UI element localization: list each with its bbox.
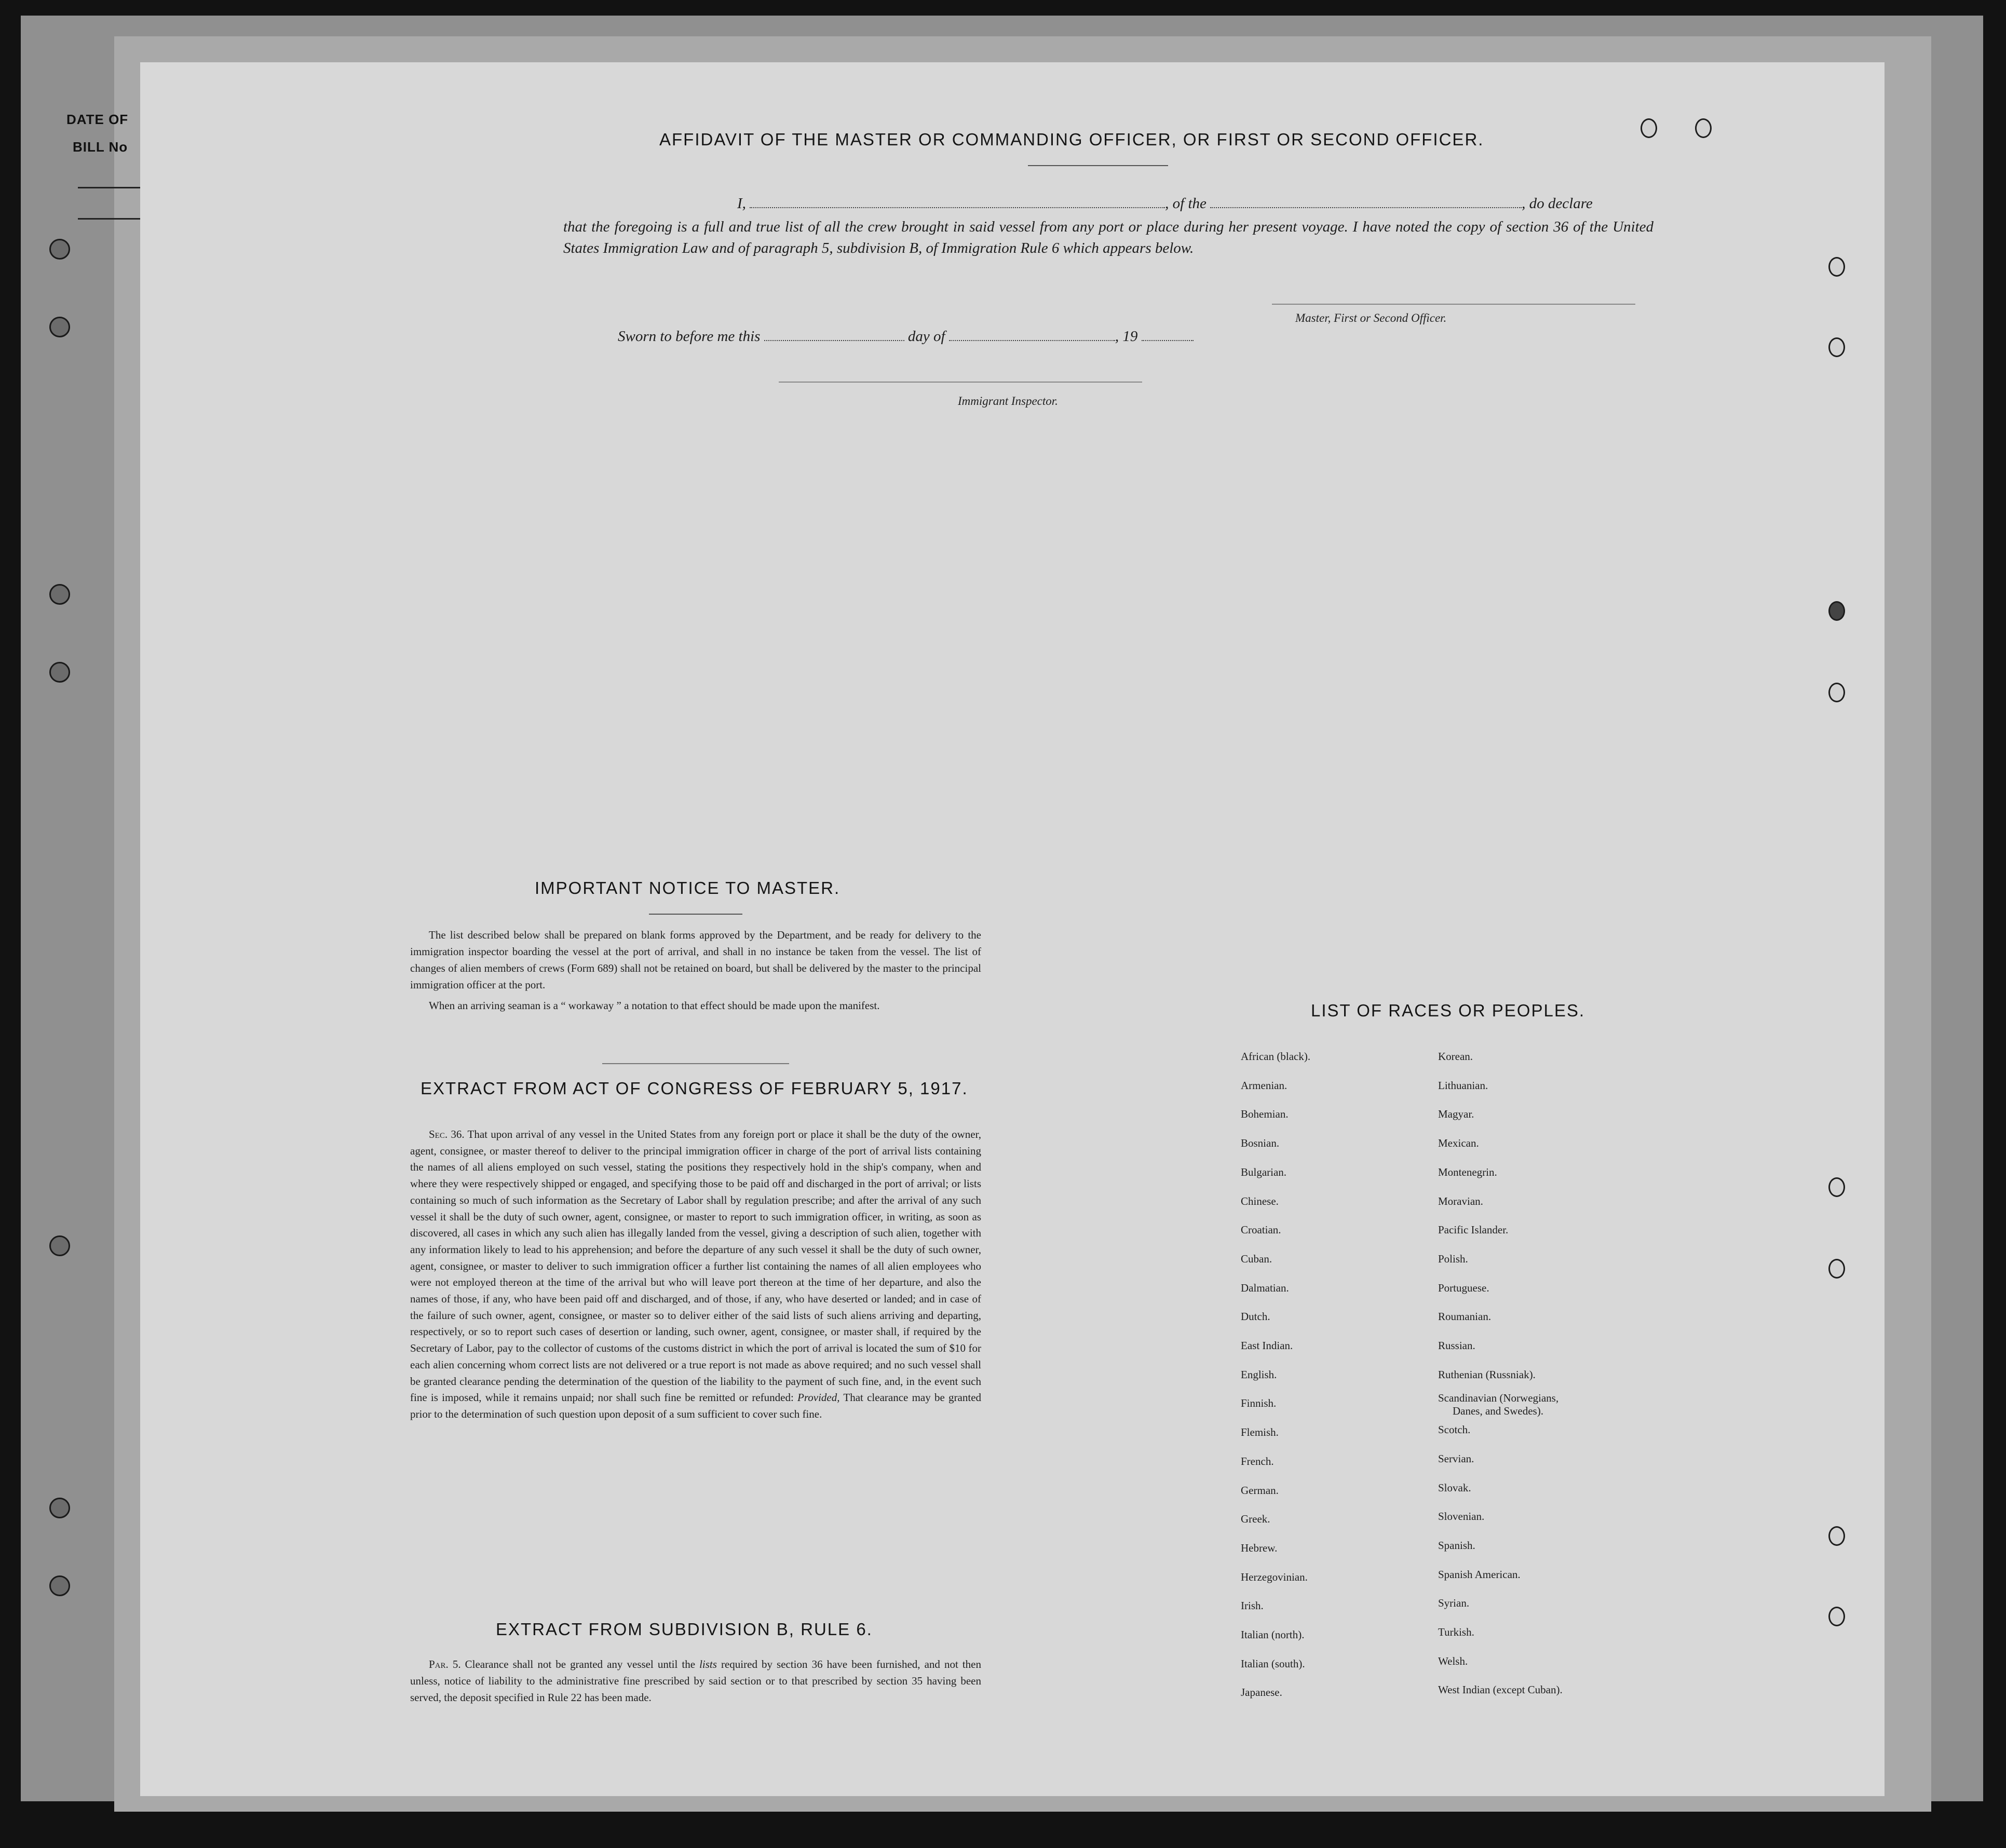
binder-hole xyxy=(49,584,70,605)
signature-line xyxy=(1272,304,1635,305)
race-item: Lithuanian. xyxy=(1438,1079,1488,1092)
notice-title: IMPORTANT NOTICE TO MASTER. xyxy=(535,878,841,898)
races-column-1 xyxy=(1241,1042,1310,1707)
sec-label: Sec. 36. xyxy=(429,1128,465,1140)
binder-hole xyxy=(1828,337,1845,357)
day-of-text: day of xyxy=(907,328,945,345)
title-rule xyxy=(1028,165,1168,166)
race-item: Roumanian. xyxy=(1438,1310,1492,1323)
race-item: Turkish. xyxy=(1438,1626,1474,1639)
notice-rule xyxy=(649,914,742,915)
race-item: Flemish. xyxy=(1241,1426,1279,1439)
extract-rule-title: EXTRACT FROM SUBDIVISION B, RULE 6. xyxy=(496,1620,873,1639)
affidavit-line-1 xyxy=(737,195,1593,212)
binder-hole xyxy=(1828,1607,1845,1626)
race-item: Bosnian. xyxy=(1241,1137,1280,1150)
race-item: Slovenian. xyxy=(1438,1510,1485,1523)
race-item: Italian (south). xyxy=(1241,1657,1305,1670)
race-item: Herzegovinian. xyxy=(1241,1570,1308,1583)
binder-hole xyxy=(49,662,70,683)
binder-hole xyxy=(49,1575,70,1596)
margin-label-date: DATE OF xyxy=(66,112,129,127)
race-item: Cuban. xyxy=(1241,1252,1272,1265)
notice-paragraph-1: The list described below shall be prepared on blank forms approved by the Department, and be ready for delivery to the immigration inspector boarding the vessel at the port of arrival, and shall in no instance be taken from the vessel. The list of changes of alien members of crews (Form 689) shall not be retained on board, but shall be delivered by the master to the principal immigration officer at the port. xyxy=(410,929,981,991)
race-item: Welsh. xyxy=(1438,1654,1468,1667)
race-item: Armenian. xyxy=(1241,1079,1287,1092)
race-item: Montenegrin. xyxy=(1438,1165,1497,1178)
race-item-scandinavian: Scandinavian (Norwegians, xyxy=(1438,1392,1559,1405)
race-item: Spanish. xyxy=(1438,1539,1475,1552)
par-5-text-end: required by section 36 have been furnished, and not then unless, notice of liability to the administrative fine prescribed by said section or to that prescribed by section 35 having been served, the deposit specified in Rule 22 has been made. xyxy=(410,1658,982,1704)
race-item: Moravian. xyxy=(1438,1194,1483,1207)
binder-hole xyxy=(1828,683,1845,702)
day-blank xyxy=(764,339,904,341)
year-blank xyxy=(1142,339,1194,341)
race-item: African (black). xyxy=(1241,1050,1311,1063)
races-title: LIST OF RACES OR PEOPLES. xyxy=(1311,1001,1585,1020)
race-item: Scotch. xyxy=(1438,1423,1471,1436)
race-item: Slovak. xyxy=(1438,1481,1471,1494)
margin-line xyxy=(78,187,140,188)
binder-hole xyxy=(1641,118,1657,138)
race-item: Polish. xyxy=(1438,1252,1468,1265)
extract-rule-text xyxy=(410,1656,981,1706)
race-item: English. xyxy=(1241,1368,1277,1381)
race-item-scandinavian-cont: Danes, and Swedes). xyxy=(1453,1405,1543,1418)
race-item: Finnish. xyxy=(1241,1397,1277,1410)
name-blank xyxy=(750,207,1165,208)
month-blank xyxy=(949,339,1115,341)
margin-label-bill: BILL No xyxy=(73,139,128,155)
section-rule xyxy=(602,1063,789,1064)
binder-hole xyxy=(49,1235,70,1256)
sec-36-text: That upon arrival of any vessel in the United States from any foreign port or place it shall be the duty of the owner, agent, consignee, or master thereof to deliver to the principal immigration officer in charge of the port of arrival lists containing the names of all aliens employed on such vessel, stating the positions they respectively hold in the ship's company, when and where they were respectively shipped or engaged, and specifying those to be paid off and discharged in the port of arrival; or lists containing so much of such information as the Secretary of Labor shall by regulation prescribe; and after the arrival of any such vessel it shall be the duty of such owner, agent, consignee, or master to report to such immigration officer, in writing, as soon as discovered, all cases in which any such alien has illegally landed from the vessel, giving a description of such alien, together with any information likely to lead to his apprehension; and before the departure of any such vessel it shall be the duty of such owner, agent, consignee, or master to deliver to such immigration officer a further list containing the names of all alien employees who were not employed thereon at the time of the arrival but who will leave port thereon at the time of her departure, and also the names of those, if any, who have been paid off and discharged, and of those, if any, who have deserted or landed; and in case of the failure of such owner, agent, consignee, or master so to deliver either of the said lists of such aliens arriving and departing, respectively, or so to report such cases of desertion or landing, such owner, agent, consignee, or master shall, if required by the Secretary of Labor, pay to the collector of customs of the customs district in which the port of arrival is located the sum of $10 for each alien concerning whom correct lists are not delivered or a true report is not made as above required; and no such vessel shall be granted clearance pending the determination of the question of the liability to the payment of such fine, and, in the event such fine is imposed, while it remains unpaid; nor shall such fine be remitted or refunded: xyxy=(410,1128,981,1404)
extract-act-title: EXTRACT FROM ACT OF CONGRESS OF FEBRUARY 5, 1917. xyxy=(421,1079,968,1098)
race-item: Hebrew. xyxy=(1241,1541,1278,1554)
race-item: Greek. xyxy=(1241,1513,1270,1526)
race-item: Croatian. xyxy=(1241,1224,1281,1236)
affidavit-of-the: , of the xyxy=(1165,195,1207,212)
race-item: Italian (north). xyxy=(1241,1628,1305,1641)
sworn-line xyxy=(618,328,1194,345)
affidavit-body: that the foregoing is a full and true list of all the crew brought in said vessel from any port or place during her present voyage. I have noted the copy of section 36 of the United States Immigration Law and of paragraph 5, subdivision B, of Immigration Rule 6 which appears below. xyxy=(563,219,1653,256)
race-item: West Indian (except Cuban). xyxy=(1438,1683,1563,1696)
race-item: Dutch. xyxy=(1241,1310,1270,1323)
binder-hole xyxy=(1828,1177,1845,1197)
race-item: Dalmatian. xyxy=(1241,1281,1289,1294)
notice-paragraph-2: When an arriving seaman is a “ workaway ” a notation to that effect should be made upon the manifest. xyxy=(429,999,880,1012)
binder-hole xyxy=(1695,118,1712,138)
sworn-text: Sworn to before me this xyxy=(618,328,761,345)
signature-caption: Master, First or Second Officer. xyxy=(1295,311,1447,324)
document-page xyxy=(140,62,1885,1796)
binder-hole xyxy=(1828,1526,1845,1546)
binder-hole xyxy=(1828,257,1845,277)
race-item: German. xyxy=(1241,1484,1279,1497)
race-item: Bohemian. xyxy=(1241,1108,1289,1121)
race-item: East Indian. xyxy=(1241,1339,1293,1352)
binder-hole xyxy=(1828,1259,1845,1279)
year-text: , 19 xyxy=(1115,328,1138,345)
provided-word: Provided, xyxy=(797,1391,840,1404)
race-item xyxy=(1438,1389,1563,1416)
affidavit-title: AFFIDAVIT OF THE MASTER OR COMMANDING OFFICER, OR FIRST OR SECOND OFFICER. xyxy=(659,130,1484,149)
race-item: Mexican. xyxy=(1438,1137,1479,1150)
race-item: Russian. xyxy=(1438,1339,1475,1352)
inspector-line xyxy=(779,382,1142,383)
vessel-blank xyxy=(1210,207,1522,208)
race-item: Chinese. xyxy=(1241,1194,1279,1207)
lists-word: lists xyxy=(699,1658,717,1670)
binder-hole xyxy=(49,317,70,337)
margin-line xyxy=(78,218,140,220)
race-item: French. xyxy=(1241,1455,1274,1467)
race-item: Irish. xyxy=(1241,1599,1264,1612)
race-item: Magyar. xyxy=(1438,1108,1474,1121)
binder-hole xyxy=(49,1498,70,1518)
race-item: Pacific Islander. xyxy=(1438,1224,1509,1236)
races-column-2 xyxy=(1438,1042,1563,1705)
race-item: Japanese. xyxy=(1241,1686,1282,1699)
race-item: Ruthenian (Russniak). xyxy=(1438,1368,1536,1381)
race-item: Portuguese. xyxy=(1438,1281,1489,1294)
race-item: Bulgarian. xyxy=(1241,1165,1287,1178)
inspector-caption: Immigrant Inspector. xyxy=(958,395,1058,407)
race-item: Spanish American. xyxy=(1438,1568,1521,1581)
par-label: Par. 5. xyxy=(429,1658,461,1670)
race-item: Servian. xyxy=(1438,1452,1474,1465)
notice-text xyxy=(410,927,981,1014)
par-5-text-start: Clearance shall not be granted any vessel until the xyxy=(465,1658,696,1670)
binder-hole xyxy=(49,239,70,260)
extract-act-text xyxy=(410,1126,981,1423)
affidavit-do-declare: , do declare xyxy=(1522,195,1593,212)
race-item: Korean. xyxy=(1438,1050,1473,1063)
affidavit-i: I, xyxy=(737,195,746,212)
sec-36-text-end: That clearance may be granted prior to the determination of such question upon deposit of a sum sufficient to cover such fine. xyxy=(410,1391,982,1420)
binder-hole xyxy=(1828,601,1845,621)
race-item: Syrian. xyxy=(1438,1597,1470,1610)
